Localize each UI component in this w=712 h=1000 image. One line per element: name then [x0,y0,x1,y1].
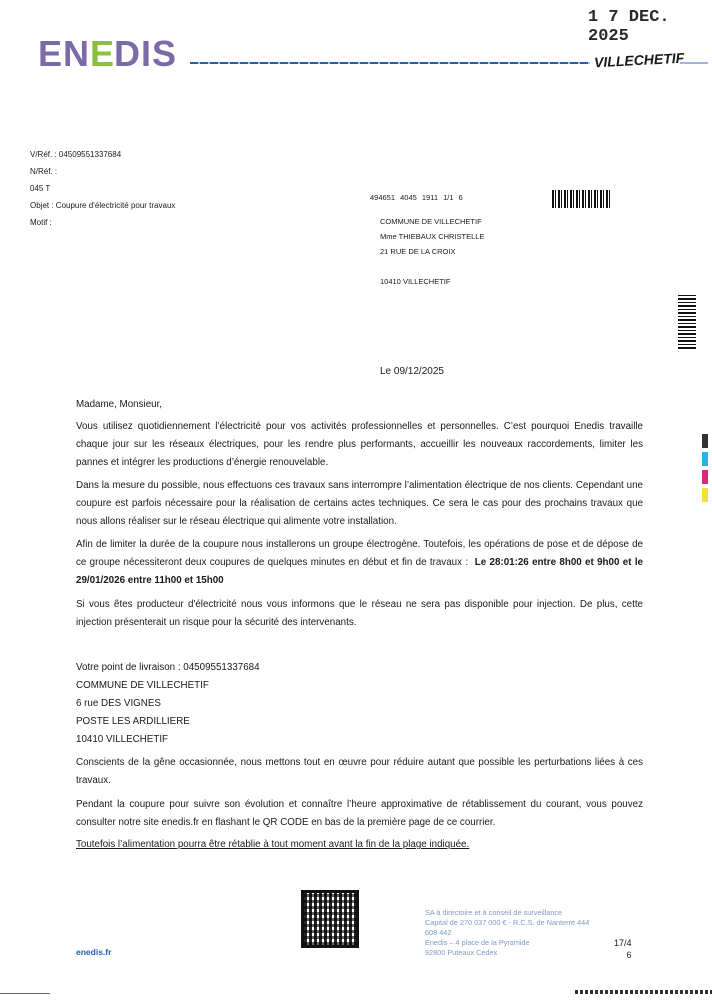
footer-site-link[interactable]: enedis.fr [76,947,112,957]
paragraph-6: Pendant la coupure pour suivre son évolution et connaître l’heure approximative de rétablissement du courant, vous pouvez consulter notre site enedis.fr en flashant le QR CODE en bas de la première page de ce courrier. [76,799,643,828]
postal-barcode-icon [552,190,610,208]
paragraph-7: Toutefois l’alimentation pourra être rétablie à tout moment avant la fin de la plage indiquée. [76,839,470,850]
delivery-line-3: POSTE LES ARDILLIERE [76,716,190,727]
page-number [614,937,632,961]
paragraph-3 [76,536,643,590]
qr-code-icon[interactable] [301,890,359,948]
delivery-line-1: COMMUNE DE VILLECHETIF [76,680,209,691]
svg-text:EN: EN [38,34,91,74]
reference-code: 045 T [30,184,51,193]
your-reference: V/Réf. : 04509551337684 [30,150,122,159]
paragraph-1: Vous utilisez quotidiennement l’électricité pour vos activités professionnelles et personnelles. C’est pourquoi Enedis travaille chaque jour sur les réseaux électriques, pour les rendre plus performants, accueillir les nouveaux raccordements, limiter les pannes et intégrer les productions d’énergie renouvelable. [76,421,643,468]
delivery-point-label: Votre point de livraison : 04509551337684 [76,662,260,673]
recipient-line-1: COMMUNE DE VILLECHETIF [380,217,482,226]
our-reference: N/Réf. : [30,167,58,176]
greeting: Madame, Monsieur, [76,399,163,410]
received-date-stamp: 1 7 DEC. 2025 [588,8,670,46]
svg-text:DIS: DIS [114,34,178,74]
paragraph-3-text: Afin de limiter la durée de la coupure nous installerons un groupe électrogène. Toutefois, les opérations de pose et de dépose de ce groupe nécessiteront deux coupures de quelques minutes en début et fin de travaux : [76,539,643,568]
delivery-line-2: 6 rue DES VIGNES [76,698,161,709]
print-color-bar [702,434,708,506]
recipient-line-2: Mme THIEBAUX CHRISTELLE [380,232,485,241]
recipient-address [380,214,484,289]
page-number-b: 6 [626,950,632,960]
legal-line-5: 92800 Puteaux Cedex [425,948,498,957]
delivery-point-block [76,659,260,749]
recipient-line-3: 21 RUE DE LA CROIX [380,247,456,256]
enedis-logo-icon [38,34,183,74]
bottom-mark [0,993,50,994]
bottom-mark-right [575,990,712,994]
legal-line-2: Capital de 270 037 000 € - R.C.S. de Nanterre 444 [425,918,590,927]
legal-line-4: Enedis – 4 place de la Pyramide [425,938,530,947]
subject-line: Objet : Coupure d’électricité pour travaux [30,201,176,210]
enedis-logo [38,34,183,81]
mail-sorting-codes: 494651 4045 1911 1/1 6 [370,193,463,202]
legal-line-3: 608 442 [425,928,452,937]
paragraph-2: Dans la mesure du possible, nous effectuons ces travaux sans interrompre l’alimentation électrique de nos clients. Cependant une coupure est parfois nécessaire pour la réalisation de certains actes techniques. Ce sera le cas pour des prochains travaux que nous allons réaliser sur le réseau électrique qui alimente votre installation. [76,480,643,527]
paragraph-5: Conscients de la gêne occasionnée, nous mettons tout en œuvre pour réduire autant que possible les perturbations liées à ces travaux. [76,757,643,786]
page-number-a: 17/4 [614,938,632,948]
legal-notice [425,908,589,958]
delivery-line-4: 10410 VILLECHETIF [76,734,169,745]
letter-date: Le 09/12/2025 [380,366,444,377]
outage-dates: Le 28:01:26 entre 8h00 et 9h00 et le 29/01/2026 entre 11h00 et 15h00 [76,557,643,586]
references-block [30,146,175,231]
legal-line-1: SA à directoire et à conseil de surveillance [425,908,563,917]
reason-line: Motif : [30,218,52,227]
side-barcode-icon [678,294,696,349]
paragraph-4: Si vous êtes producteur d'électricité nous vous informons que le réseau ne sera pas disponible pour injection. De plus, cette injection présenterait un risque pour la sécurité des intervenants. [76,599,643,628]
recipient-line-4: 10410 VILLECHETIF [380,277,451,286]
town-stamp: VILLECHETIF [593,49,685,71]
header-divider [190,62,590,64]
svg-text:E: E [90,34,116,74]
